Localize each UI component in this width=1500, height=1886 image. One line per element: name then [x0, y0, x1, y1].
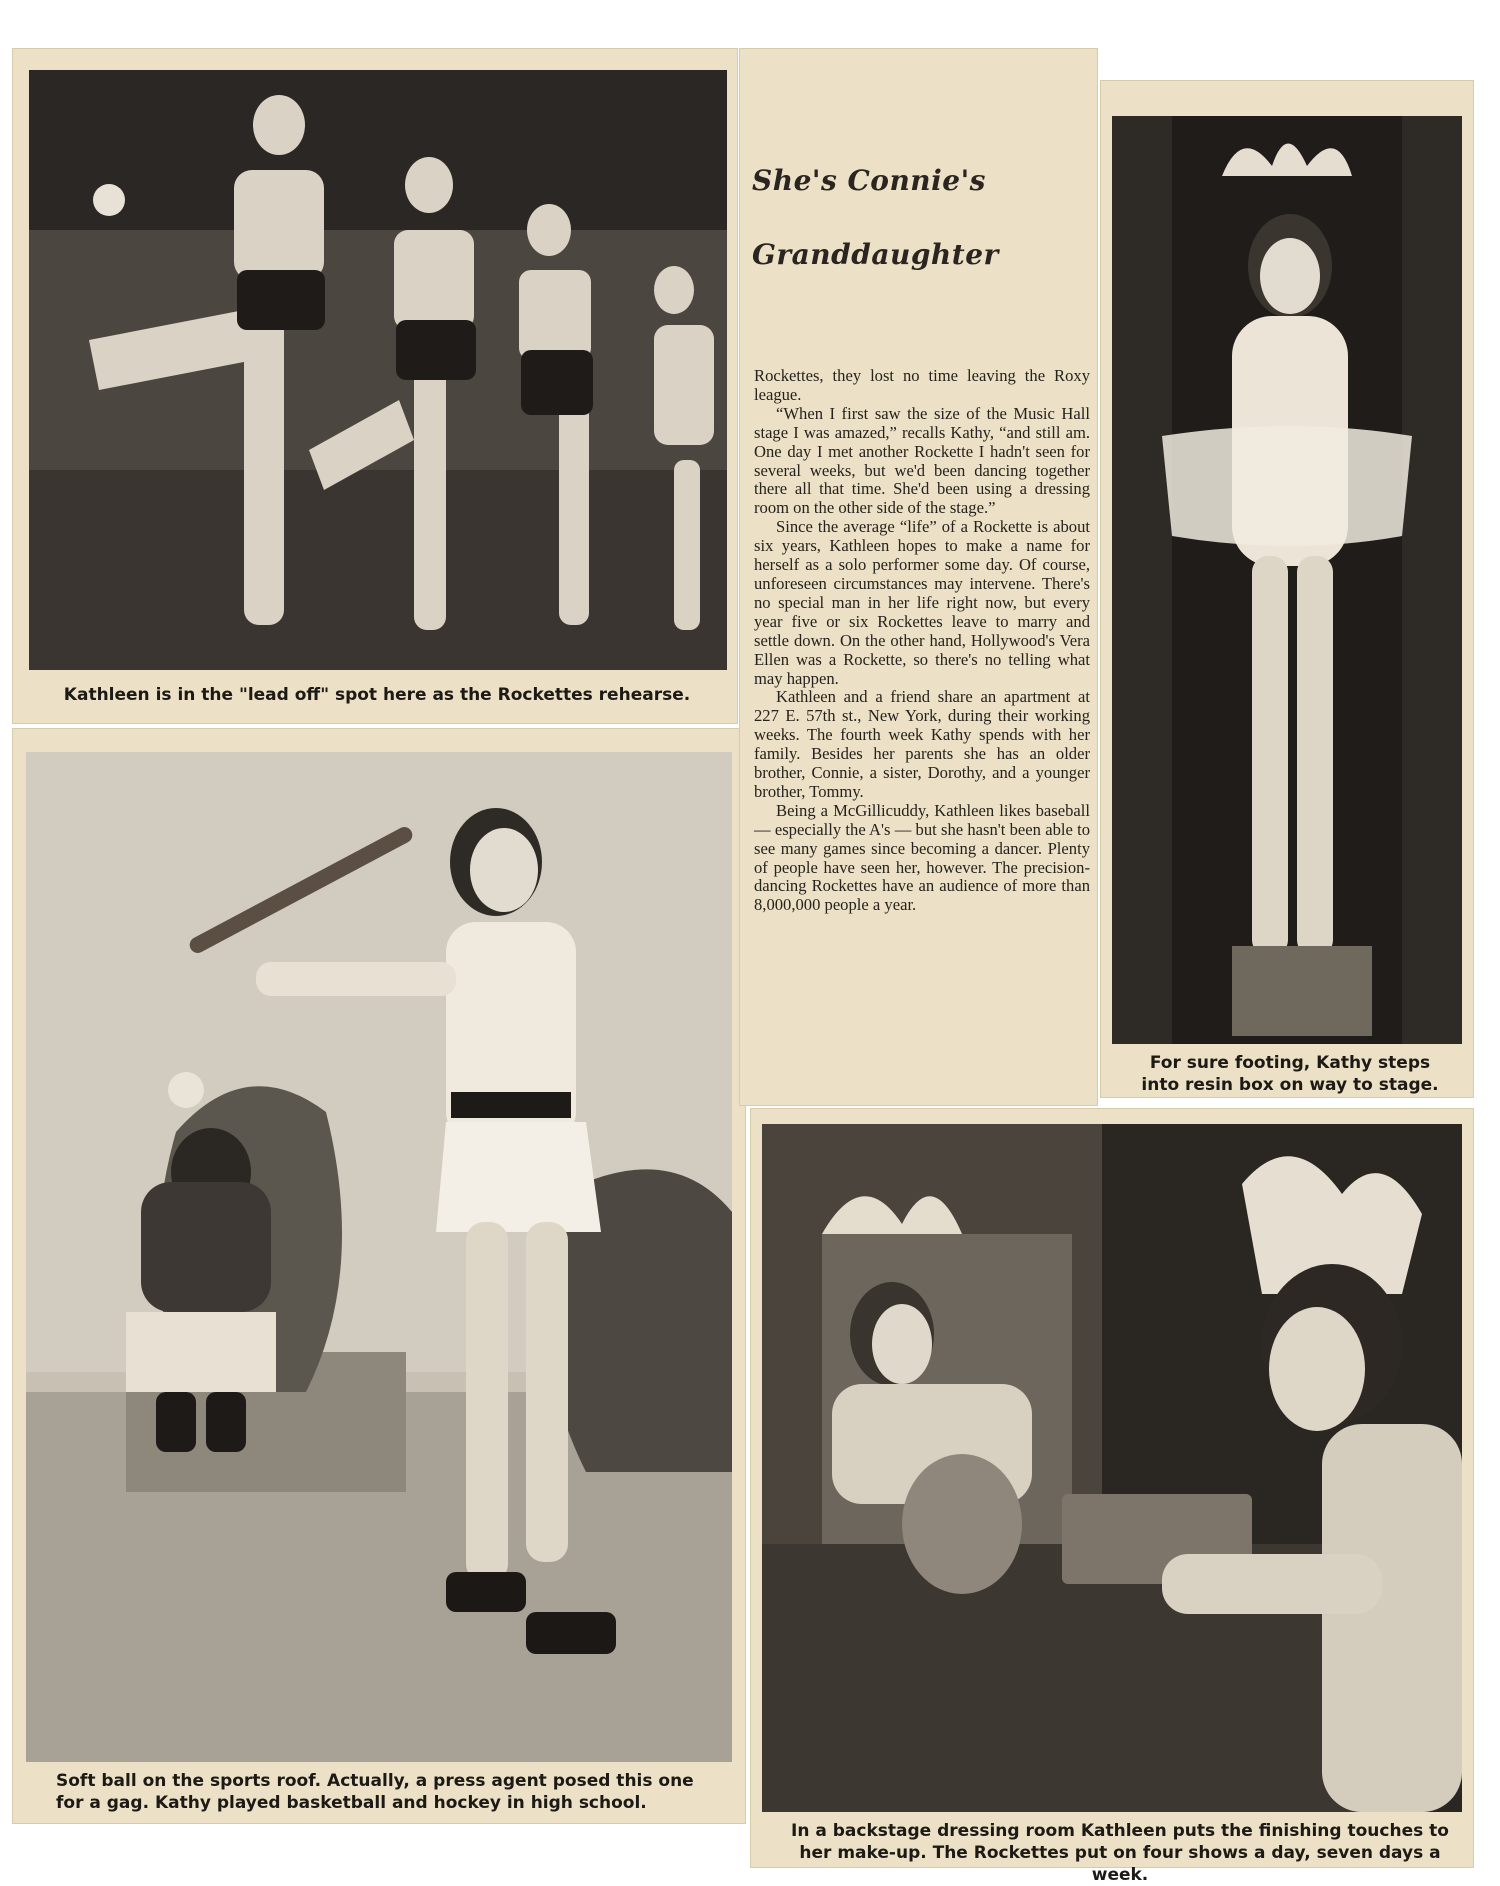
article-paragraph: Rockettes, they lost no time leaving the Roxy league. — [754, 366, 1090, 404]
dressing-room-photo — [762, 1124, 1462, 1812]
rehearsal-photo — [29, 70, 727, 670]
resin-box-photo — [1112, 116, 1462, 1044]
softball-photo — [26, 752, 732, 1762]
resin-box-caption: For sure footing, Kathy steps into resin box on way to stage. — [1141, 1053, 1439, 1095]
rehearsal-clipping — [12, 48, 738, 724]
headline-line1: She's Connie's — [752, 164, 986, 197]
headline-line2: Granddaughter — [752, 238, 999, 271]
article-body — [754, 367, 1090, 915]
rehearsal-caption: Kathleen is in the "lead off" spot here as the Rockettes rehearse. — [63, 685, 691, 705]
dressing-room-caption: In a backstage dressing room Kathleen puts the finishing touches to her make-up. The Rockettes put on four shows a day, seven days a week. — [791, 1821, 1449, 1885]
dressing-room-clipping — [750, 1108, 1474, 1885]
article-paragraph: Being a McGillicuddy, Kathleen likes baseball — especially the A's — but she hasn't been able to see many games since becoming a dancer. Plenty of people have seen her, however. The precision-dancing Rockettes have an audience of more than 8,000,000 people a year. — [754, 800, 1090, 915]
article-paragraph: “When I first saw the size of the Music Hall stage I was amazed,” recalls Kathy, “and still am. One day I met another Rockette I hadn't seen for several weeks, but we'd been dancing together there all that time. She'd been using a dressing room on the other side of the stage.” — [754, 403, 1090, 518]
article-paragraph: Kathleen and a friend share an apartment at 227 E. 57th st., New York, during their working weeks. The fourth week Kathy spends with her family. Besides her parents she has an older brother, Connie, a sister, Dorothy, and a younger brother, Tommy. — [754, 687, 1090, 801]
resin-box-clipping — [1100, 80, 1474, 1098]
softball-caption: Soft ball on the sports roof. Actually, a press agent posed this one for a gag. Kathy played basketball and hockey in high school. — [56, 1771, 694, 1813]
softball-clipping — [12, 728, 746, 1824]
article-paragraph: Since the average “life” of a Rockette is about six years, Kathleen hopes to make a name for herself as a solo performer some day. Of course, unforeseen circumstances may intervene. There's no special man in her life right now, but every year five or six Rockettes leave to marry and settle down. On the other hand, Hollywood's Vera Ellen was a Rockette, so there's no telling what may happen. — [754, 517, 1090, 688]
